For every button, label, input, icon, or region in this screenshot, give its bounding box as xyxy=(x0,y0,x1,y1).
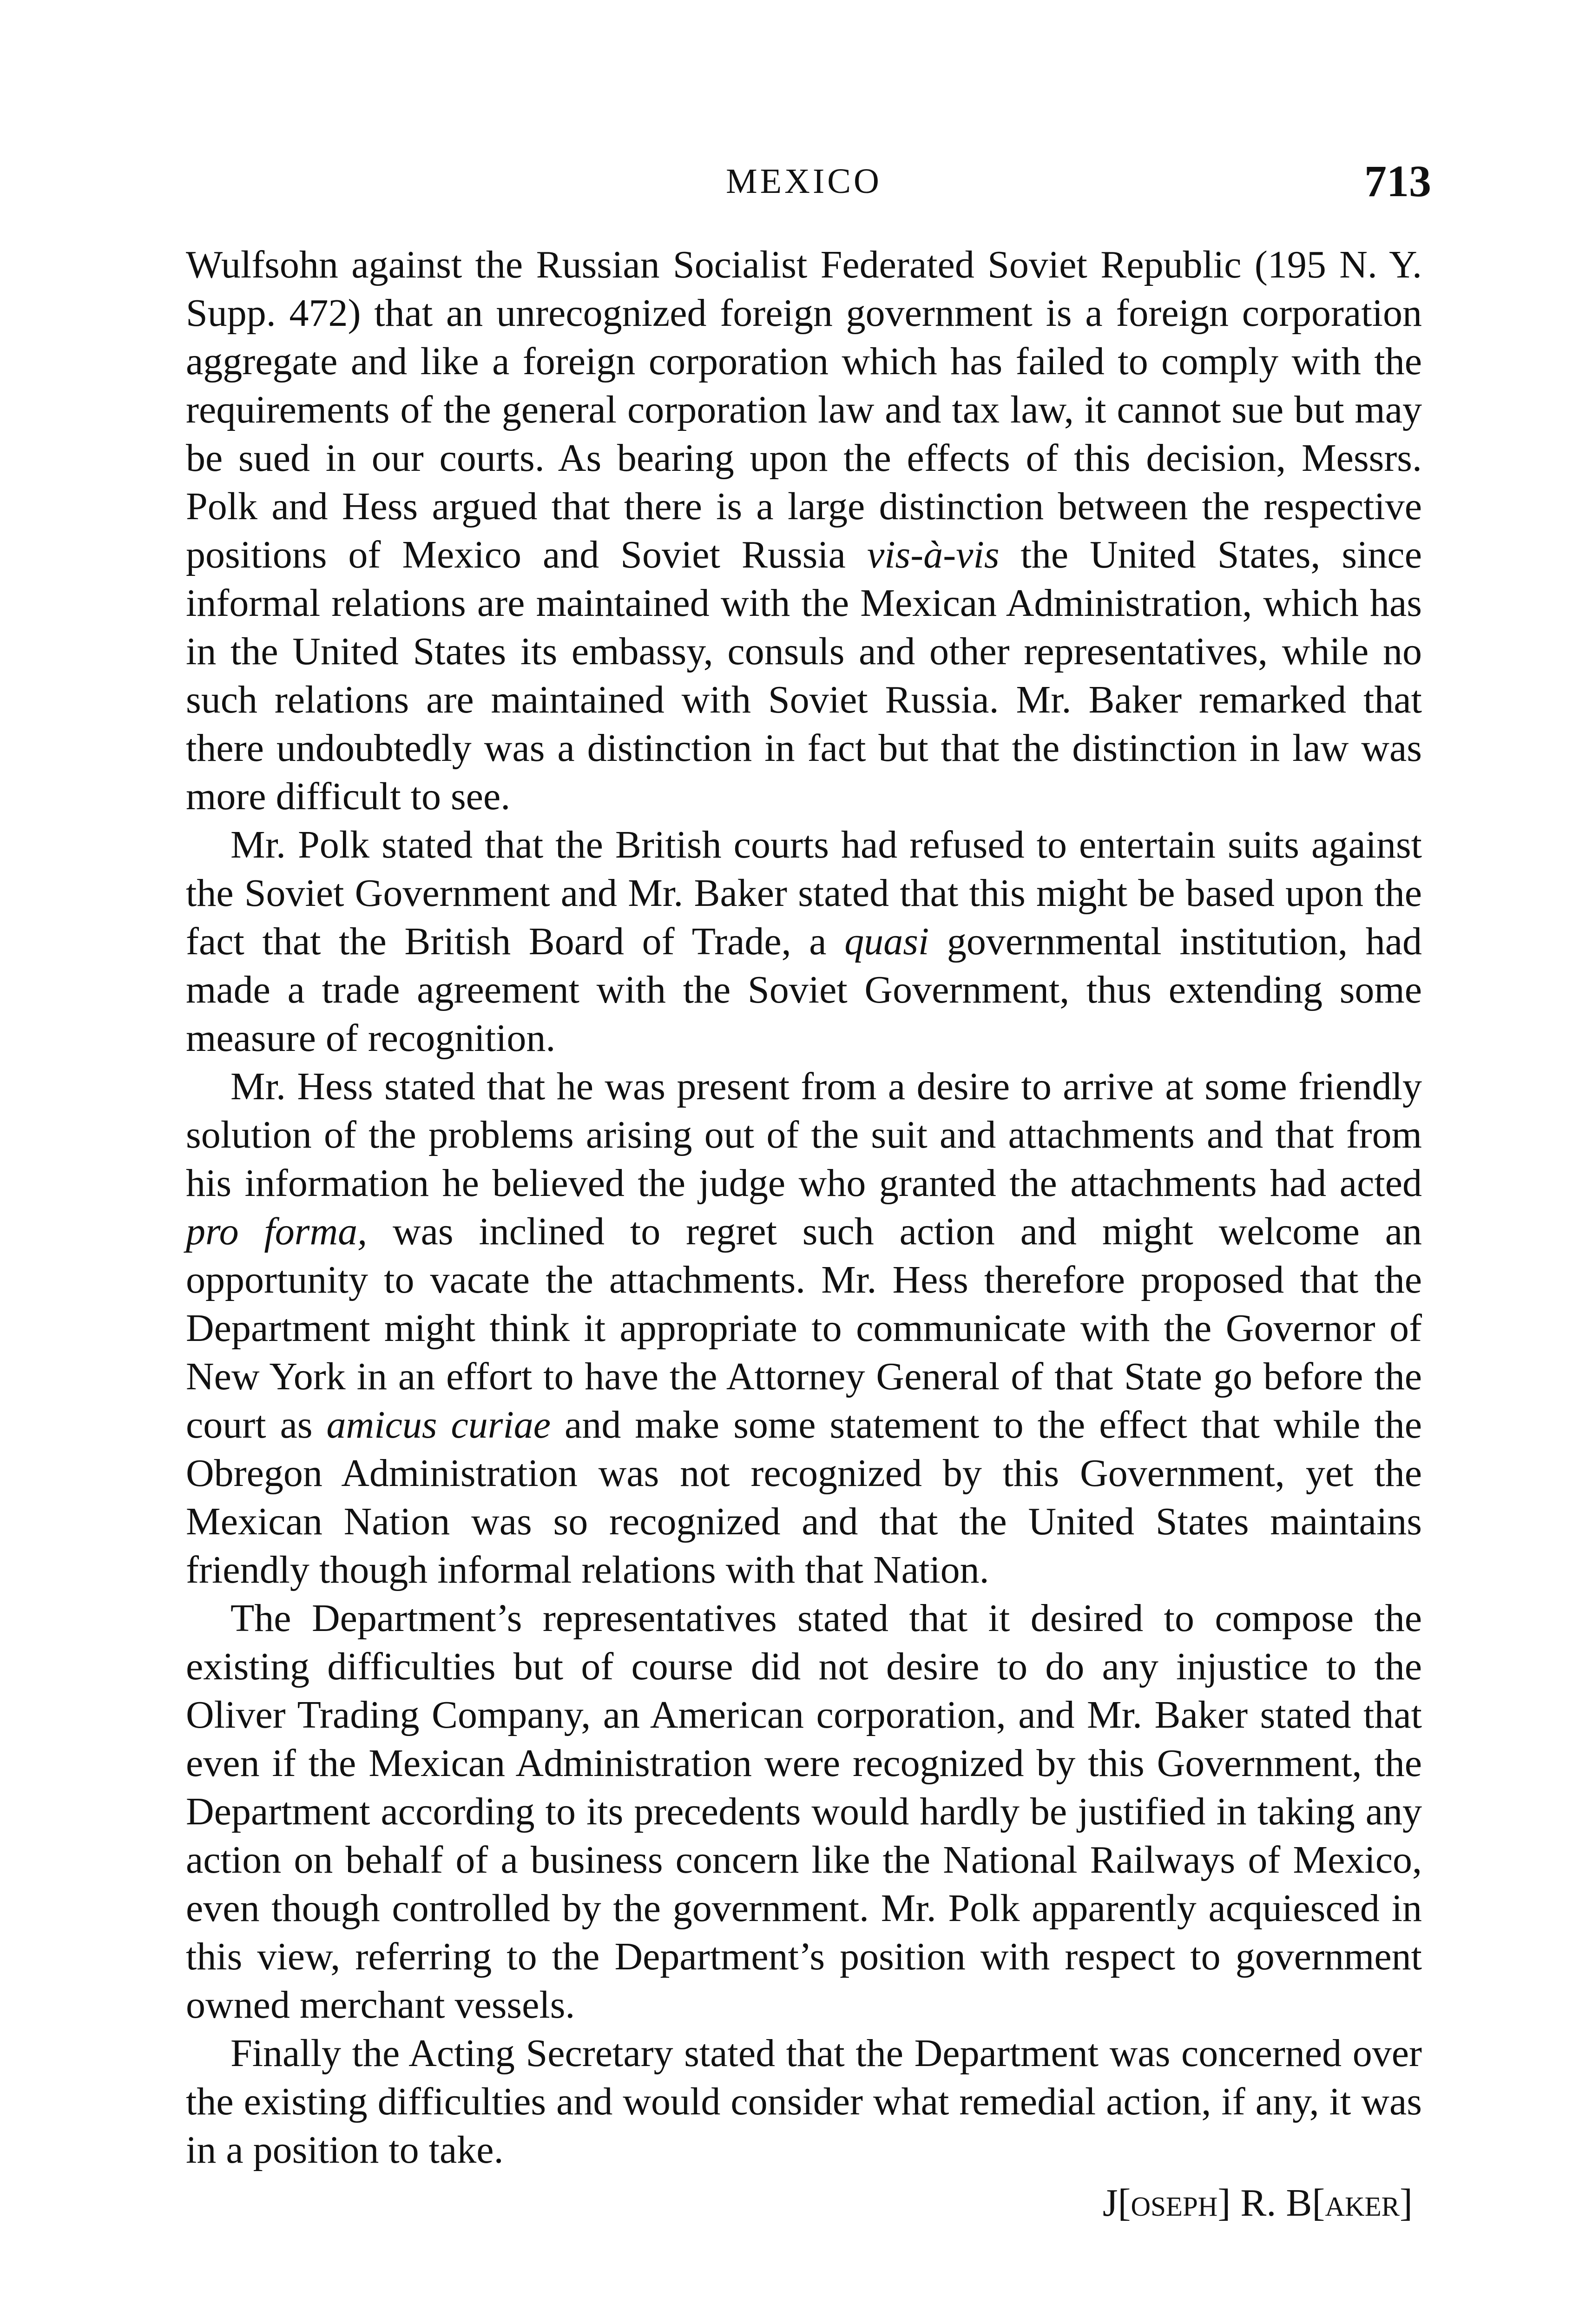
paragraph-4-text: The Department’s representatives stated that it desired to compose the existing difficulties but of course did not desire to do any injustice to the Oliver Trading Company, an American corporation, and Mr. Baker stated that even if the Mexican Administration were recognized by this Government, the Department according to its precedents would hardly be justified in taking any action on behalf of a business concern like the National Railways of Mexico, even though controlled by the government. Mr. Polk apparently acquiesced in this view, referring to the Department’s position with respect to government owned merchant vessels. xyxy=(186,1597,1422,2027)
paragraph-4 xyxy=(186,1594,1422,2029)
signature-part-1: J[ xyxy=(1102,2181,1131,2225)
paragraph-2-text: Mr. Polk stated that the British courts had refused to entertain suits against the Soviet Government and Mr. Baker stated that this might be based upon the fact that the British Board of Trade, a xyxy=(186,823,1422,963)
paragraph-3-italic-amicus-curiae: amicus curiae xyxy=(326,1403,551,1446)
paragraph-3-italic-pro-forma: pro forma, xyxy=(186,1210,368,1253)
paragraph-1 xyxy=(186,241,1422,821)
paragraph-3-text: Mr. Hess stated that he was present from a desire to arrive at some friendly solution of the problems arising out of the suit and attachments and that from his information he believed the judge who granted the attachments had acted xyxy=(186,1065,1422,1205)
signature-part-3: ] xyxy=(1400,2181,1413,2225)
paragraph-1-text: Wulfsohn against the Russian Socialist Federated Soviet Republic (195 N. Y. Supp. 472) that an unrecognized foreign government is a foreign corporation aggregate and like a foreign corporation which has failed to comply with the requirements of the general corporation law and tax law, it cannot sue but may be sued in our courts. As bearing upon the effects of this decision, Messrs. Polk and Hess argued that there is a large distinction between the respective positions of Mexico and Soviet Russia xyxy=(186,243,1422,576)
signature-small-caps-2: aker xyxy=(1325,2181,1400,2225)
paragraph-1-text-cont: the United States, since informal relations are maintained with the Mexican Administration, which has in the United States its embassy, consuls and other representatives, while no such relations are maintained with Soviet Russia. Mr. Baker remarked that there undoubtedly was a distinction in fact but that the distinction in law was more difficult to see. xyxy=(186,533,1422,818)
page-number: 713 xyxy=(1364,156,1431,206)
paragraph-3-text-end: and make some statement to the effect that while the Obregon Administration was not recognized by this Government, yet the Mexican Nation was so recognized and that the United States maintains friendly though informal relations with that Nation. xyxy=(186,1403,1422,1591)
signature-small-caps-1: oseph xyxy=(1131,2181,1218,2225)
paragraph-3-text-cont: was inclined to regret such action and might welcome an opportunity to vacate the attachments. Mr. Hess therefore proposed that the Department might think it appropriate to communicate with the Governor of New York in an effort to have the Attorney General of that State go before the court as xyxy=(186,1210,1422,1446)
paragraph-5 xyxy=(186,2029,1422,2174)
paragraph-1-italic-vis-a-vis: vis-à-vis xyxy=(867,533,1000,576)
signature-part-2: ] R. B[ xyxy=(1217,2181,1325,2225)
body-text xyxy=(186,241,1422,2227)
running-title: MEXICO xyxy=(726,162,882,201)
paragraph-3 xyxy=(186,1063,1422,1594)
paragraph-2-italic-quasi: quasi xyxy=(844,920,929,963)
paragraph-2-text-cont: governmental institution, had made a trade agreement with the Soviet Government, thus extending some measure of recognition. xyxy=(186,920,1422,1060)
paragraph-5-text: Finally the Acting Secretary stated that the Department was concerned over the existing difficulties and would consider what remedial action, if any, it was in a position to take. xyxy=(186,2032,1422,2172)
signature xyxy=(186,2179,1422,2227)
paragraph-2 xyxy=(186,821,1422,1063)
running-head xyxy=(186,153,1431,209)
